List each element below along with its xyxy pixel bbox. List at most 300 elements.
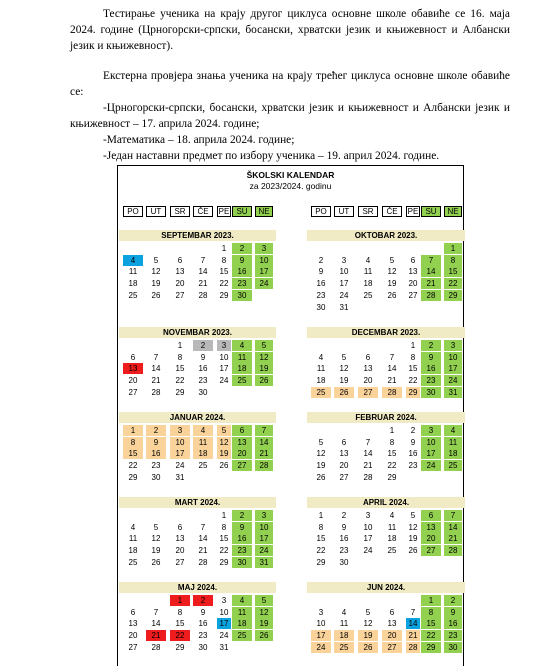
calendar-day: 25 (334, 642, 354, 653)
calendar-day: 15 (219, 534, 229, 544)
calendar-day: 10 (444, 352, 462, 363)
calendar-day: 7 (153, 352, 159, 362)
calendar-day: 19 (255, 363, 273, 374)
calendar-day: 20 (382, 630, 402, 641)
calendar-day: 3 (318, 607, 324, 617)
calendar-day: 1 (421, 595, 441, 606)
calendar-day: 24 (219, 631, 229, 641)
calendar-day: 20 (363, 376, 373, 386)
calendar-day: 7 (365, 437, 371, 447)
calendar-day: 16 (232, 533, 252, 544)
day-header: PE (218, 207, 230, 216)
calendar-day: 30 (198, 387, 208, 397)
exam-info-text: Тестирање ученика на крају другог циклуса основне школе обавиће се 16. маја 2024. године (Црногорски-српски, босански, хрватски језик и књижевност и Албански језик и књижевност). (70, 8, 510, 52)
calendar-day: 4 (130, 522, 136, 532)
calendar-day: 24 (219, 376, 229, 386)
calendar-day: 2 (232, 243, 252, 254)
month-header: JUN 2024. (307, 582, 465, 593)
calendar-day: 28 (363, 472, 373, 482)
calendar-day: 11 (316, 364, 326, 374)
calendar-day: 6 (389, 607, 395, 617)
calendar-day: 11 (444, 437, 462, 448)
calendar-day: 12 (255, 607, 273, 618)
calendar-day: 22 (175, 376, 185, 386)
calendar-day: 7 (389, 352, 395, 362)
calendar-day: 10 (170, 437, 190, 448)
calendar-day: 21 (421, 278, 441, 289)
calendar-day: 29 (421, 642, 441, 653)
calendar-day: 8 (421, 607, 441, 618)
calendar-day: 4 (318, 352, 324, 362)
calendar-day: 28 (151, 387, 161, 397)
calendar-day: 11 (193, 437, 213, 448)
calendar-day: 10 (339, 267, 349, 277)
calendar-day: 29 (128, 472, 138, 482)
calendar-day: 22 (128, 461, 138, 471)
calendar-day: 30 (339, 557, 349, 567)
calendar-day: 16 (339, 534, 349, 544)
calendar-day: 9 (200, 352, 206, 362)
calendar-day: 29 (387, 472, 397, 482)
calendar-day: 9 (232, 522, 252, 533)
calendar-day: 19 (387, 279, 397, 289)
month-header: OKTOBAR 2023. (307, 230, 465, 241)
calendar-day: 22 (170, 630, 190, 641)
calendar-day: 17 (217, 618, 231, 629)
calendar-day: 5 (410, 511, 416, 520)
calendar-day: 10 (219, 352, 229, 362)
day-header: PE (407, 207, 419, 216)
calendar-day: 26 (334, 387, 354, 398)
calendar-day: 26 (408, 546, 418, 556)
calendar-day: 19 (217, 448, 231, 459)
calendar-day: 16 (232, 266, 252, 277)
calendar-day: 2 (341, 511, 347, 520)
calendar-day: 19 (255, 618, 273, 629)
calendar-day: 25 (198, 461, 208, 471)
calendar-day: 9 (318, 267, 324, 277)
calendar-day: 11 (128, 267, 138, 277)
day-header: SU (421, 206, 441, 217)
calendar-day: 13 (363, 364, 373, 374)
calendar-day: 17 (363, 534, 373, 544)
calendar-day: 15 (421, 618, 441, 629)
calendar-day: 15 (387, 449, 397, 459)
calendar-day: 14 (421, 266, 441, 277)
calendar-day: 23 (232, 545, 252, 556)
calendar-day: 5 (318, 437, 324, 447)
calendar-day: 29 (444, 290, 462, 301)
calendar-day: 15 (444, 266, 462, 277)
calendar-day: 22 (387, 461, 397, 471)
day-header: PO (123, 206, 143, 217)
calendar-day: 22 (408, 376, 418, 386)
calendar-day: 1 (221, 244, 227, 253)
calendar-day: 20 (175, 546, 185, 556)
calendar-day: 3 (170, 425, 190, 436)
calendar-day: 20 (175, 279, 185, 289)
calendar-day: 6 (341, 437, 347, 447)
calendar-day: 6 (130, 352, 136, 362)
calendar-day: 1 (221, 511, 227, 520)
day-header: UT (334, 206, 354, 217)
external-exam-line: Екстерна провјера знања ученика на крају трећег циклуса основне школе обавиће се: (70, 70, 510, 98)
calendar-day: 2 (232, 510, 252, 521)
calendar-day: 4 (193, 425, 213, 436)
calendar-day: 27 (128, 642, 138, 652)
calendar-day: 6 (130, 607, 136, 617)
calendar-day: 19 (151, 279, 161, 289)
month-header: MAJ 2024. (119, 582, 276, 593)
calendar-day: 24 (444, 375, 462, 386)
calendar-day: 31 (444, 387, 462, 398)
calendar-day: 1 (389, 426, 395, 435)
calendar-day: 12 (151, 267, 161, 277)
calendar-day: 15 (175, 364, 185, 374)
calendar-day: 14 (151, 364, 161, 374)
calendar-day: 20 (128, 631, 138, 641)
calendar-day: 27 (421, 545, 441, 556)
calendar-day: 26 (255, 630, 273, 641)
calendar-day: 10 (316, 619, 326, 629)
calendar-day: 10 (255, 522, 273, 533)
calendar-day: 12 (363, 619, 373, 629)
calendar-day: 1 (318, 511, 324, 520)
day-header: NE (444, 206, 462, 217)
calendar-day: 14 (198, 267, 208, 277)
calendar-day: 20 (408, 279, 418, 289)
external-exam-line: -Један наставни предмет по избору ученика – 19. април 2024. године. (103, 150, 440, 162)
calendar-day: 1 (410, 341, 416, 350)
calendar-day: 30 (444, 642, 462, 653)
calendar-day: 21 (363, 461, 373, 471)
calendar-day: 2 (193, 340, 213, 351)
month-header: MART 2024. (119, 497, 276, 508)
calendar-day: 11 (232, 607, 252, 618)
calendar-day: 18 (232, 618, 252, 629)
calendar-day: 23 (151, 461, 161, 471)
calendar-day: 28 (406, 642, 420, 653)
calendar-day: 29 (175, 642, 185, 652)
calendar-day: 8 (123, 437, 143, 448)
calendar-day: 23 (232, 278, 252, 289)
calendar-day: 4 (444, 425, 462, 436)
month-header: JANUAR 2024. (119, 412, 276, 423)
calendar-day: 4 (389, 511, 395, 520)
calendar-day: 21 (406, 630, 420, 641)
calendar-day: 16 (198, 619, 208, 629)
calendar-day: 21 (198, 279, 208, 289)
calendar-day: 9 (200, 607, 206, 617)
calendar-day: 21 (387, 376, 397, 386)
calendar-day: 26 (387, 290, 397, 300)
calendar-day: 17 (170, 448, 190, 459)
calendar-day: 24 (363, 546, 373, 556)
calendar-day: 25 (311, 387, 331, 398)
calendar-day: 15 (123, 448, 143, 459)
calendar-day: 27 (175, 557, 185, 567)
calendar-subtitle: za 2023/2024. godinu (249, 181, 332, 191)
calendar-day: 27 (339, 472, 349, 482)
calendar-day: 27 (128, 387, 138, 397)
calendar-day: 2 (146, 425, 166, 436)
calendar-day: 3 (444, 340, 462, 351)
calendar-day: 28 (382, 387, 402, 398)
calendar-day: 7 (444, 510, 462, 521)
calendar-day: 13 (232, 437, 252, 448)
calendar-day: 7 (200, 522, 206, 532)
calendar-day: 14 (151, 619, 161, 629)
calendar-day: 9 (146, 437, 166, 448)
calendar-day: 5 (255, 340, 273, 351)
calendar-day: 11 (339, 619, 349, 629)
calendar-day: 10 (363, 522, 373, 532)
calendar-day: 24 (311, 642, 331, 653)
month-header: NOVEMBAR 2023. (119, 327, 276, 338)
calendar-day: 11 (232, 352, 252, 363)
calendar-day: 22 (444, 278, 462, 289)
calendar-day: 2 (318, 255, 324, 265)
calendar-day: 12 (387, 267, 397, 277)
calendar-day: 11 (363, 267, 373, 277)
calendar-day: 23 (316, 290, 326, 300)
calendar-day: 26 (219, 461, 229, 471)
calendar-day: 3 (221, 596, 227, 605)
exam-info-paragraph (70, 6, 510, 54)
calendar-day: 4 (341, 607, 347, 617)
calendar-day: 14 (255, 437, 273, 448)
calendar-day: 21 (146, 630, 166, 641)
calendar-day: 14 (387, 364, 397, 374)
calendar-day: 25 (232, 630, 252, 641)
calendar-day: 23 (408, 461, 418, 471)
calendar-day: 6 (421, 510, 441, 521)
month-header: FEBRUAR 2024. (307, 412, 465, 423)
calendar-day: 13 (175, 534, 185, 544)
calendar-day: 5 (217, 425, 231, 436)
calendar-day: 3 (365, 511, 371, 520)
calendar-day: 13 (128, 619, 138, 629)
calendar-day: 27 (232, 460, 252, 471)
calendar-day: 28 (421, 290, 441, 301)
day-header: SR (358, 206, 378, 217)
calendar-day: 16 (146, 448, 166, 459)
calendar-day: 17 (255, 266, 273, 277)
calendar-day: 13 (123, 363, 143, 374)
calendar-day: 22 (421, 630, 441, 641)
calendar-day: 17 (255, 533, 273, 544)
calendar-day: 15 (175, 619, 185, 629)
calendar-day: 19 (339, 376, 349, 386)
calendar-day: 26 (316, 472, 326, 482)
calendar-day: 20 (339, 461, 349, 471)
month-header: APRIL 2024. (307, 497, 465, 508)
calendar-day: 26 (151, 557, 161, 567)
calendar-day: 30 (316, 302, 326, 312)
calendar-day: 26 (358, 642, 378, 653)
calendar-day: 21 (198, 546, 208, 556)
calendar-day: 18 (363, 279, 373, 289)
calendar-day: 3 (341, 255, 347, 265)
calendar-day: 21 (151, 376, 161, 386)
calendar-day: 10 (255, 255, 273, 266)
day-header: SU (232, 206, 252, 217)
calendar-day: 17 (339, 279, 349, 289)
calendar-day: 6 (232, 425, 252, 436)
calendar-day: 8 (221, 255, 227, 265)
calendar-day: 12 (339, 364, 349, 374)
calendar-day: 22 (316, 546, 326, 556)
calendar-day: 31 (219, 642, 229, 652)
calendar-day: 9 (421, 352, 441, 363)
calendar-day: 16 (444, 618, 462, 629)
calendar-day: 5 (341, 352, 347, 362)
calendar-day: 9 (232, 255, 252, 266)
calendar-day: 15 (408, 364, 418, 374)
calendar-day: 23 (198, 631, 208, 641)
calendar-day: 14 (363, 449, 373, 459)
calendar-day: 8 (389, 437, 395, 447)
calendar-day: 3 (217, 340, 231, 351)
calendar-day: 18 (334, 630, 354, 641)
calendar-day: 13 (175, 267, 185, 277)
calendar-day: 9 (444, 607, 462, 618)
calendar-day: 25 (387, 546, 397, 556)
calendar-title: ŠKOLSKI KALENDAR (246, 170, 335, 180)
calendar-day: 21 (255, 448, 273, 459)
day-header: SR (170, 206, 190, 217)
calendar-day: 5 (365, 607, 371, 617)
calendar-day: 12 (316, 449, 326, 459)
calendar-day: 19 (408, 534, 418, 544)
calendar-day: 17 (421, 448, 441, 459)
calendar-day: 15 (316, 534, 326, 544)
calendar-day: 2 (410, 426, 416, 435)
calendar-day: 17 (219, 364, 229, 374)
calendar-day: 14 (406, 618, 420, 629)
calendar-day: 5 (255, 595, 273, 606)
calendar-day: 7 (410, 607, 416, 617)
calendar-day: 28 (198, 290, 208, 300)
calendar-day: 10 (219, 607, 229, 617)
calendar-day: 1 (123, 425, 143, 436)
calendar-day: 27 (175, 290, 185, 300)
calendar-day: 2 (193, 595, 213, 606)
calendar-day: 16 (421, 363, 441, 374)
calendar-day: 25 (232, 375, 252, 386)
calendar-day: 16 (408, 449, 418, 459)
calendar-day: 7 (255, 425, 273, 436)
calendar-day: 29 (219, 557, 229, 567)
calendar-day: 9 (341, 522, 347, 532)
calendar-day: 1 (177, 341, 183, 350)
calendar-day: 16 (316, 279, 326, 289)
calendar-day: 13 (408, 267, 418, 277)
calendar-day: 31 (255, 557, 273, 568)
day-header: UT (146, 206, 166, 217)
month-header: SEPTEMBAR 2023. (119, 230, 276, 241)
calendar-day: 12 (255, 352, 273, 363)
calendar-day: 30 (198, 642, 208, 652)
calendar-day: 14 (444, 522, 462, 533)
calendar-day: 23 (421, 375, 441, 386)
calendar-day: 20 (232, 448, 252, 459)
calendar-day: 17 (311, 630, 331, 641)
calendar-day: 26 (151, 290, 161, 300)
calendar-day: 13 (421, 522, 441, 533)
calendar-day: 5 (153, 255, 159, 265)
calendar-day: 4 (365, 255, 371, 265)
calendar-day: 7 (153, 607, 159, 617)
calendar-day: 19 (316, 461, 326, 471)
calendar-day: 18 (316, 376, 326, 386)
day-header: ČE (382, 206, 402, 217)
calendar-day: 3 (255, 243, 273, 254)
calendar-day: 18 (128, 279, 138, 289)
calendar-day: 18 (232, 363, 252, 374)
calendar-day: 29 (406, 387, 420, 398)
calendar-day: 25 (128, 290, 138, 300)
calendar-day: 18 (387, 534, 397, 544)
calendar-day: 18 (444, 448, 462, 459)
calendar-day: 23 (444, 630, 462, 641)
calendar-day: 25 (363, 290, 373, 300)
calendar-day: 4 (232, 340, 252, 351)
calendar-day: 30 (232, 557, 252, 568)
calendar-day: 20 (421, 533, 441, 544)
calendar-day: 29 (316, 557, 326, 567)
calendar-day: 27 (408, 290, 418, 300)
calendar-day: 2 (444, 595, 462, 606)
calendar-day: 13 (387, 619, 397, 629)
calendar-day: 19 (358, 630, 378, 641)
calendar-day: 7 (421, 255, 441, 266)
calendar-day: 15 (219, 267, 229, 277)
calendar-day: 24 (339, 290, 349, 300)
calendar-day: 24 (421, 460, 441, 471)
calendar-day: 6 (410, 255, 416, 265)
calendar-day: 9 (410, 437, 416, 447)
calendar-day: 12 (408, 522, 418, 532)
calendar-day: 4 (123, 255, 143, 266)
calendar-day: 20 (128, 376, 138, 386)
calendar-day: 3 (421, 425, 441, 436)
calendar-day: 27 (382, 642, 402, 653)
external-exam-line: -Математика – 18. априла 2024. године; (103, 134, 295, 146)
calendar-day: 19 (151, 546, 161, 556)
calendar-day: 8 (177, 352, 183, 362)
external-exam-line: -Црногорски-српски, босански, хрватски језик и књижевност и Албански језик и књижевност – 17. априла 2024. године; (70, 102, 510, 130)
calendar-day: 8 (444, 255, 462, 266)
calendar-day: 8 (318, 522, 324, 532)
calendar-day: 1 (170, 595, 190, 606)
calendar-day: 28 (151, 642, 161, 652)
calendar-day: 24 (255, 545, 273, 556)
day-header: ČE (193, 206, 213, 217)
calendar-day: 8 (410, 352, 416, 362)
calendar-day: 24 (255, 278, 273, 289)
calendar-day: 30 (232, 290, 252, 301)
calendar-day: 29 (219, 290, 229, 300)
month-header: DECEMBAR 2023. (307, 327, 465, 338)
calendar-day: 30 (421, 387, 441, 398)
calendar-day: 8 (221, 522, 227, 532)
calendar-day: 4 (232, 595, 252, 606)
calendar-day: 18 (193, 448, 213, 459)
calendar-day: 27 (358, 387, 378, 398)
calendar-day: 6 (177, 255, 183, 265)
calendar-day: 24 (175, 461, 185, 471)
